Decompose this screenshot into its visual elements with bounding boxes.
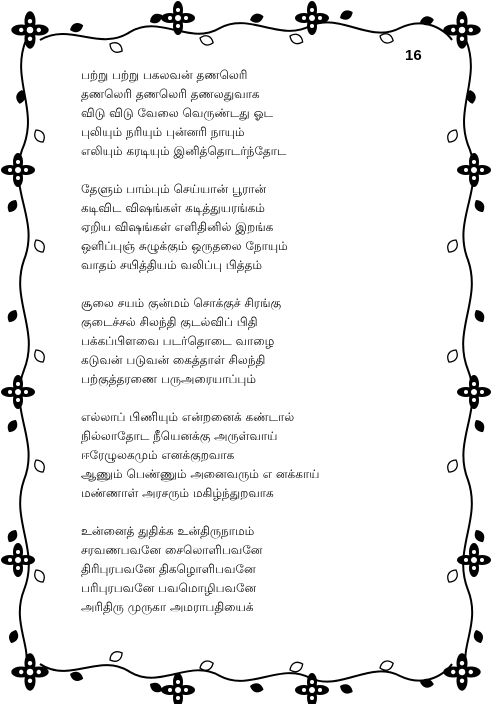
stanza-2 [81,180,421,275]
stanza-1 [81,66,421,161]
verse-line: உன்னைத் துதிக்க உன்திருநாமம் [81,524,255,538]
verse-line: எலியும் கரடியும் இனித்தொடர்ந்தோட [81,144,287,158]
verse-line: புலியும் நரியும் புன்னரி நாயும் [81,125,245,139]
stanza-5 [81,522,421,617]
verse-line: எல்லாப் பிணியும் என்றனைக் கண்டால் [81,410,295,424]
verse-line: பற்று பற்று பகலவன் தணலெரி [81,68,248,82]
verse-line: ஆணும் பெண்ணும் அனைவரும் எ னக்காய் [81,467,320,481]
verse-line: குடைச்சல் சிலந்தி குடல்விப் பிதி [81,315,258,329]
verse-line: நில்லாதோட நீயெனக்கு அருள்வாய் [81,429,278,443]
verse-line: ஒளிப்புஞ் சுழுக்கும் ஒருதலை நோயும் [81,239,288,253]
verse-line: அரிதிரு முருகா அமராபதியைக் [81,600,254,614]
verse-line: ஏறிய விஷங்கள் எளிதினில் இறங்க [81,220,274,234]
page-number: 16 [405,47,422,64]
verse-line: வாதம் சயித்தியம் வலிப்பு பித்தம் [81,258,263,272]
verse-line: ஈரேழுலகமும் எனக்குறவாக [81,448,235,462]
verse-line: மண்ணாள் அரசரும் மகிழ்ந்துறவாக [81,486,274,500]
verse-line: தணலெரி தணலெரி தணலதுவாக [81,87,260,101]
verse-line: கடுவன் படுவன் கைத்தாள் சிலந்தி [81,353,266,367]
verse-line: விடு விடு வேலை வெருண்டது ஓட [81,106,274,120]
verse-line: பரிபுரபவனே பவமொழிபவனே [81,581,257,595]
verse-line: திரிபுரபவனே திகழொளிபவனே [81,562,256,576]
verse-line: கடிவிட விஷங்கள் கடித்துயரங்கம் [81,201,265,215]
verse-line: சரவணபவனே சைலொளிபவனே [81,543,263,557]
verse-line: பக்கப்பிளவை படர்தொடை வாழை [81,334,275,348]
stanza-3 [81,294,421,389]
verse-line: சூலை சயம் குன்மம் சொக்குச் சிரங்கு [81,296,282,310]
verse-line: பற்குத்தரணை பருஅரையாப்பும் [81,372,256,386]
stanza-4 [81,408,421,503]
verse-line: தேளும் பாம்பும் செய்யான் பூரான் [81,182,267,196]
poem-text [81,66,421,636]
